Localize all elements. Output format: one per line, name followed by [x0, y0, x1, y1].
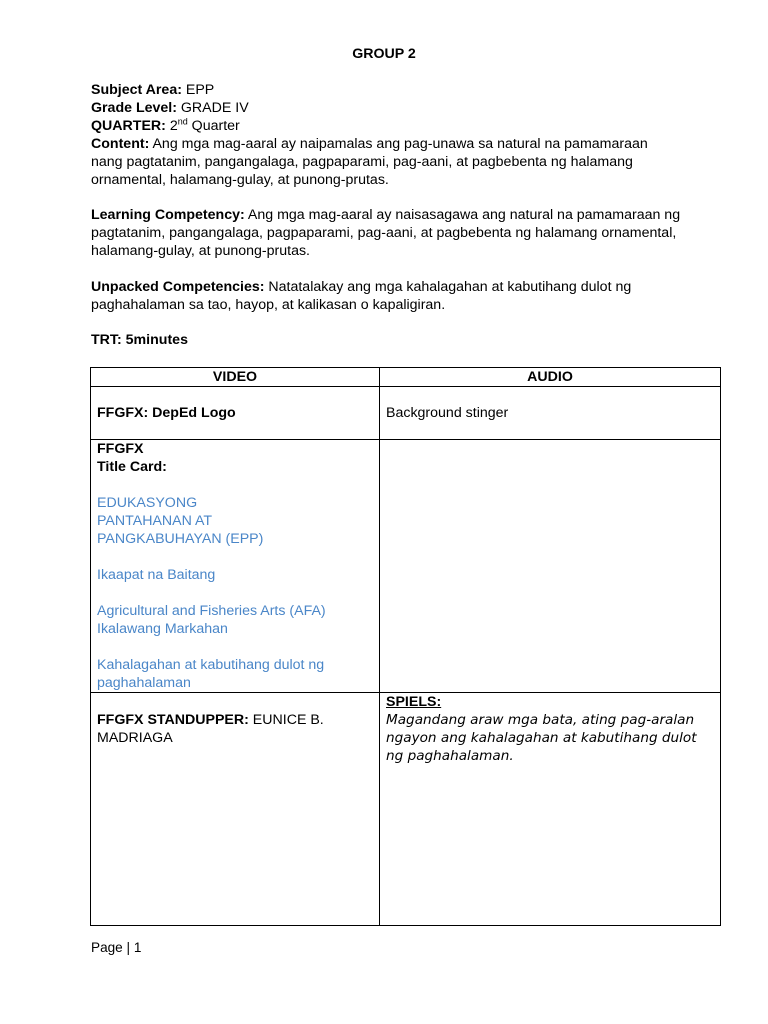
content-value: Ang mga mag-aaral ay naipamalas ang pag-unawa sa natural na pamamaraan nang pagtatanim, pangangalaga, pagpaparami, pag-aani, at pagbebenta ng halamang ornamental, halamang-gulay, at punong-prutas. — [91, 136, 648, 188]
learning-competency — [91, 206, 681, 260]
page-number: Page | 1 — [91, 940, 142, 955]
unpacked-competencies-label: Unpacked Competencies: — [91, 279, 265, 295]
row2-video-cell — [91, 440, 380, 693]
table-row — [91, 440, 721, 693]
grade-level-value: GRADE IV — [176, 100, 249, 116]
content-label: Content: — [91, 136, 150, 152]
unpacked-competencies — [91, 278, 681, 314]
script-table — [90, 367, 721, 926]
standupper-label: FFGFX STANDUPPER: — [97, 712, 249, 728]
quarter-suffix: nd — [177, 116, 188, 127]
document-title: GROUP 2 — [352, 46, 416, 62]
standupper-name: EUNICE B. MADRIAGA — [97, 712, 324, 746]
row2-title-card-label: Title Card: — [97, 459, 167, 475]
title-card-line: EDUKASYONG — [97, 495, 198, 511]
learning-competency-value: Ang mga mag-aaral ay naisasagawa ang natural na pamamaraan ng pagtatanim, pangangalaga, pagpaparami, pag-aani, at pagbebenta ng halamang ornamental, halamang-gulay, at punong-prutas. — [91, 207, 681, 259]
learning-competency-label: Learning Competency: — [91, 207, 245, 223]
table-header-row — [91, 368, 721, 387]
row2-ffgfx: FFGFX — [97, 441, 144, 457]
table-row — [91, 693, 721, 926]
content-line — [91, 135, 681, 189]
video-column-header: VIDEO — [91, 368, 380, 387]
row1-audio-cell: Background stinger — [380, 387, 721, 440]
quarter-word: Quarter — [187, 118, 240, 134]
spiels-label: SPIELS: — [386, 694, 442, 710]
row3-audio-cell — [380, 693, 721, 926]
title-card-line: Kahalagahan at kabutihang dulot ng — [97, 657, 325, 673]
title-card-line: PANTAHANAN AT — [97, 513, 213, 529]
quarter-number: 2 — [165, 118, 178, 134]
quarter-line — [91, 117, 681, 135]
trt-line — [91, 331, 681, 349]
row1-video-text: FFGFX: DepEd Logo — [97, 405, 236, 421]
title-card-line: PANGKABUHAYAN (EPP) — [97, 531, 264, 547]
table-row — [91, 387, 721, 440]
row3-video-cell — [91, 693, 380, 926]
audio-column-header: AUDIO — [380, 368, 721, 387]
trt-text: TRT: 5minutes — [91, 332, 188, 348]
grade-level-line — [91, 99, 681, 117]
row1-video-cell — [91, 387, 380, 440]
title-card-line: Agricultural and Fisheries Arts (AFA) — [97, 603, 326, 619]
unpacked-competencies-value: Natatalakay ang mga kahalagahan at kabutihang dulot ng paghahalaman sa tao, hayop, at kalikasan o kapaligiran. — [91, 279, 632, 313]
grade-level-label: Grade Level: — [91, 100, 177, 116]
spiels-text: Magandang araw mga bata, ating pag-aralan ngayon ang kahalagahan at kabutihang dulot ng paghahalaman. — [386, 712, 697, 764]
quarter-label: QUARTER: — [91, 118, 166, 134]
subject-area-line — [91, 81, 681, 99]
subject-area-value: EPP — [181, 82, 215, 98]
title-card-line: paghahalaman — [97, 675, 191, 691]
subject-area-label: Subject Area: — [91, 82, 182, 98]
title-card-line: Ikaapat na Baitang — [97, 567, 216, 583]
meta-block — [91, 81, 681, 189]
row2-audio-cell — [380, 440, 721, 693]
title-card-line: Ikalawang Markahan — [97, 621, 228, 637]
